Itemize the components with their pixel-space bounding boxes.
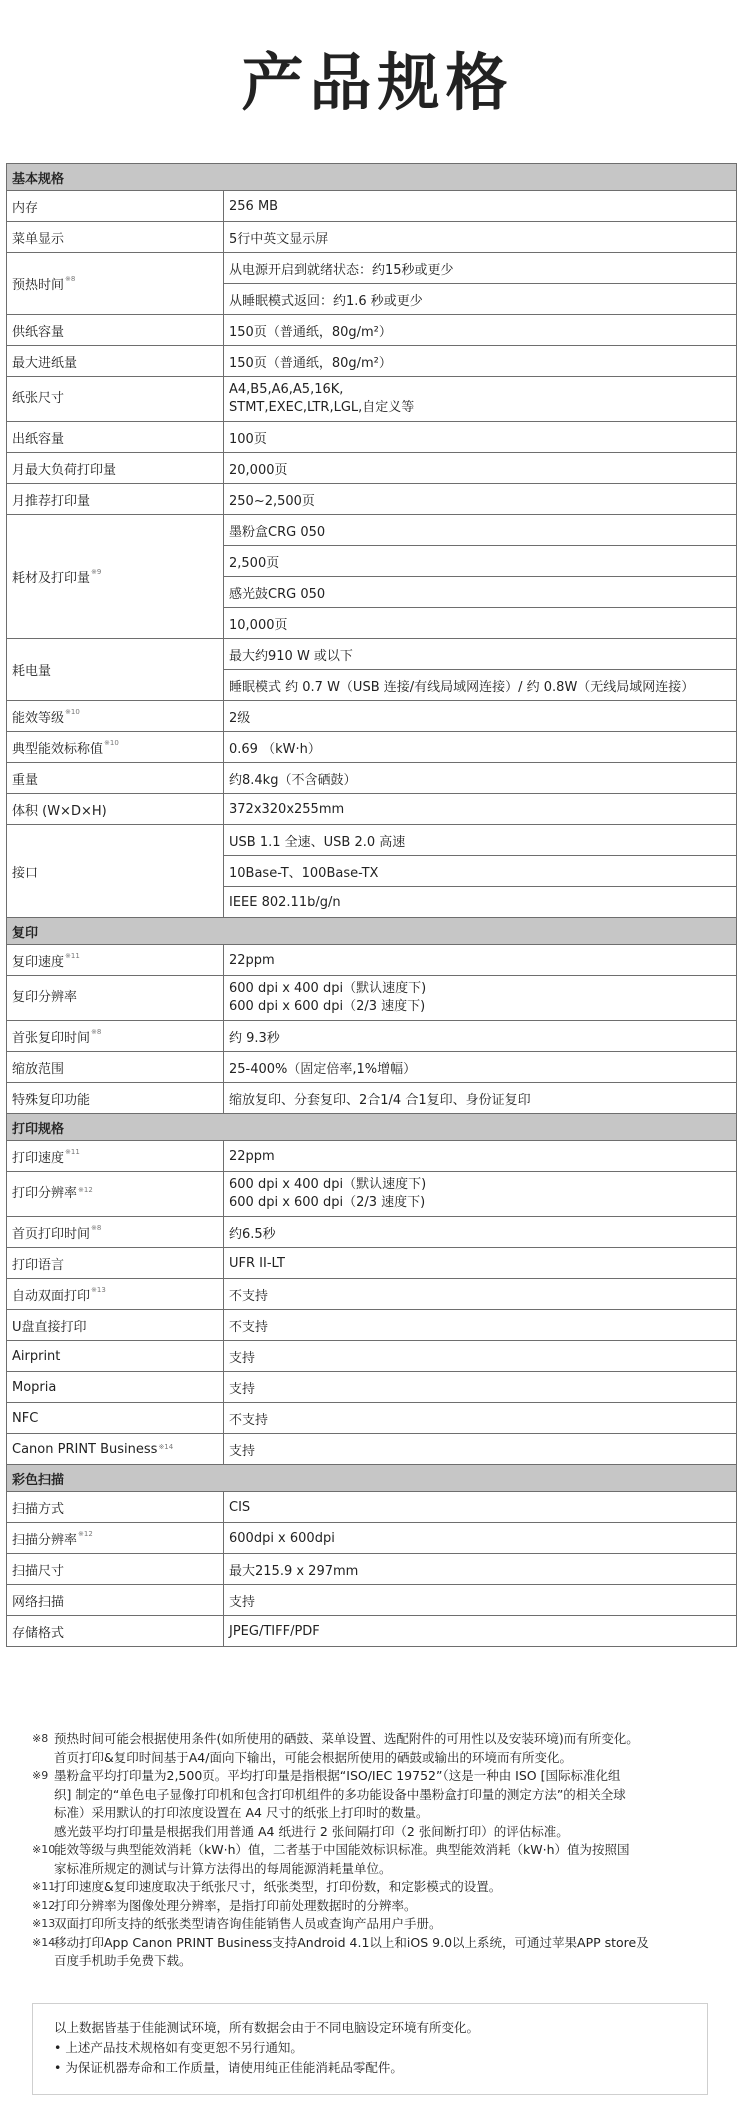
- footnote: [32, 1767, 732, 1841]
- footnote-mark: ※12: [32, 1898, 56, 1912]
- spec-label: [7, 1585, 224, 1616]
- spec-value: 2级: [224, 701, 737, 732]
- footnote-text: 打印分辨率为图像处理分辨率，是指打印前处理数据时的分辨率。: [54, 1897, 417, 1913]
- spec-row: [7, 1310, 737, 1341]
- spec-row: [7, 732, 737, 763]
- spec-label: [7, 1217, 224, 1248]
- spec-row: [7, 315, 737, 346]
- spec-label: [7, 1434, 224, 1465]
- footnote-mark: ※10: [32, 1843, 56, 1856]
- spec-label: [7, 1616, 224, 1647]
- spec-label: [7, 639, 224, 701]
- spec-value: 10Base-T、100Base-TX: [224, 856, 737, 887]
- spec-row: [7, 701, 737, 732]
- footnote-mark: ※8: [32, 1732, 49, 1745]
- spec-value: 墨粉盒CRG 050: [224, 515, 737, 546]
- spec-value: USB 1.1 全速、USB 2.0 高速: [224, 825, 737, 856]
- spec-label-text: 月推荐打印量: [12, 493, 91, 509]
- spec-label: [7, 1492, 224, 1523]
- spec-label: [7, 1141, 224, 1172]
- spec-label-text: 接口: [12, 865, 39, 881]
- spec-row: [7, 1554, 737, 1585]
- spec-label-text: 典型能效标称值: [12, 741, 104, 757]
- disclaimer-line: • 为保证机器寿命和工作质量，请使用纯正佳能消耗品零配件。: [54, 2060, 403, 2075]
- spec-label-text: Airprint: [12, 1348, 61, 1364]
- section-title: 复印: [7, 918, 737, 945]
- section-header: [7, 918, 737, 945]
- spec-value: 372x320x255mm: [224, 794, 737, 825]
- footnote-mark: ※11: [32, 1880, 56, 1893]
- spec-value: 600 dpi x 400 dpi（默认速度下) 600 dpi x 600 dpi（2/3 速度下): [224, 1172, 737, 1217]
- footnote: [32, 1841, 732, 1878]
- spec-label-text: 纸张尺寸: [12, 391, 65, 406]
- spec-label-text: 打印分辨率: [12, 1186, 78, 1201]
- spec-label-text: 菜单显示: [12, 231, 65, 247]
- page-title: 产品规格: [241, 46, 514, 119]
- spec-label-text: 体积 (W×D×H): [12, 803, 107, 819]
- spec-value: 感光鼓CRG 050: [224, 577, 737, 608]
- spec-value: 从睡眠模式返回：约1.6 秒或更少: [224, 284, 737, 315]
- spec-label: [7, 732, 224, 763]
- spec-value: 10,000页: [224, 608, 737, 639]
- spec-label: [7, 1052, 224, 1083]
- spec-value: 不支持: [224, 1279, 737, 1310]
- spec-label: [7, 1172, 224, 1217]
- spec-value: 睡眠模式 约 0.7 W（USB 连接/有线局域网连接）/ 约 0.8W（无线局域网连接）: [224, 670, 737, 701]
- spec-value: A4,B5,A6,A5,16K, STMT,EXEC,LTR,LGL,自定义等: [224, 377, 737, 422]
- spec-label: [7, 825, 224, 918]
- spec-label: [7, 315, 224, 346]
- spec-row: [7, 1523, 737, 1554]
- footnote: [32, 1878, 732, 1897]
- spec-label-text: NFC: [12, 1410, 39, 1426]
- spec-value: 600dpi x 600dpi: [224, 1523, 737, 1554]
- spec-row: [7, 422, 737, 453]
- spec-value: JPEG/TIFF/PDF: [224, 1616, 737, 1647]
- footnote-ref: ※10: [104, 738, 119, 747]
- spec-row: [7, 1172, 737, 1217]
- spec-row: [7, 763, 737, 794]
- spec-row: [7, 1248, 737, 1279]
- spec-label-text: 重量: [12, 772, 39, 788]
- spec-row: [7, 639, 737, 670]
- spec-value: 约8.4kg（不含硒鼓）: [224, 763, 737, 794]
- spec-label: [7, 1403, 224, 1434]
- spec-label-text: 耗材及打印量: [12, 571, 91, 586]
- section-title: 打印规格: [7, 1114, 737, 1141]
- spec-label-text: 复印速度: [12, 954, 65, 970]
- spec-row: [7, 1434, 737, 1465]
- spec-label-text: 月最大负荷打印量: [12, 462, 117, 478]
- spec-value: 支持: [224, 1372, 737, 1403]
- spec-label: [7, 484, 224, 515]
- spec-label: [7, 377, 224, 422]
- disclaimer-line: • 上述产品技术规格如有变更恕不另行通知。: [54, 2040, 303, 2055]
- spec-label: [7, 222, 224, 253]
- spec-row: [7, 1279, 737, 1310]
- spec-value: 600 dpi x 400 dpi（默认速度下) 600 dpi x 600 dpi（2/3 速度下): [224, 976, 737, 1021]
- spec-label-text: 复印分辨率: [12, 990, 78, 1005]
- section-header: [7, 164, 737, 191]
- footnote-ref: ※13: [91, 1285, 106, 1294]
- spec-label: [7, 701, 224, 732]
- spec-label-text: 扫描方式: [12, 1501, 65, 1517]
- footnote-mark: ※13: [32, 1917, 56, 1930]
- footnote-ref: ※8: [91, 1223, 102, 1232]
- footnote-text: 双面打印所支持的纸张类型请咨询佳能销售人员或查询产品用户手册。: [54, 1916, 442, 1931]
- spec-label-text: 网络扫描: [12, 1594, 65, 1610]
- spec-label: [7, 253, 224, 315]
- spec-row: [7, 1616, 737, 1647]
- spec-label-text: 打印速度: [12, 1150, 65, 1166]
- spec-row: [7, 346, 737, 377]
- spec-row: [7, 1341, 737, 1372]
- spec-value: 不支持: [224, 1310, 737, 1341]
- footnote-ref: ※11: [65, 951, 80, 960]
- spec-label-text: 存储格式: [12, 1625, 65, 1641]
- spec-row: [7, 515, 737, 546]
- footnote: [32, 1897, 732, 1916]
- spec-row: [7, 1052, 737, 1083]
- section-title: 基本规格: [7, 164, 737, 191]
- spec-row: [7, 377, 737, 422]
- spec-label: [7, 1310, 224, 1341]
- footnote: [32, 1730, 732, 1767]
- spec-label-text: 扫描尺寸: [12, 1563, 65, 1579]
- spec-row: [7, 976, 737, 1021]
- spec-value: 支持: [224, 1434, 737, 1465]
- footnote-text: 墨粉盒平均打印量为2,500页。平均打印量是指根据“ISO/IEC 19752”（这是一种由 ISO [国际标准化组 织] 制定的“单色电子显像打印机和包含打印机组件的多功能设备中墨粉盒打印量的测定方法”的相关全球 标准）采用默认的打印浓度设置在 A4 尺寸的纸张上打印时的数量。 感光鼓平均打印量是根据我们用普通 A4 纸进行 2 张间隔打印（2 张间断打印）的评估标准。: [54, 1768, 626, 1839]
- footnote: [32, 1934, 732, 1971]
- footnote-text: 打印速度&复印速度取决于纸张尺寸，纸张类型，打印份数，和定影模式的设置。: [54, 1879, 502, 1894]
- spec-row: [7, 1372, 737, 1403]
- spec-label-text: Mopria: [12, 1379, 57, 1395]
- spec-label: [7, 1341, 224, 1372]
- footnote-mark: ※14: [32, 1935, 56, 1949]
- spec-value: 22ppm: [224, 945, 737, 976]
- footnotes: [32, 1730, 732, 1971]
- spec-label: [7, 945, 224, 976]
- spec-row: [7, 1217, 737, 1248]
- spec-label-text: 出纸容量: [12, 431, 65, 447]
- footnote-ref: ※8: [91, 1027, 102, 1036]
- spec-label: [7, 1279, 224, 1310]
- spec-label: [7, 453, 224, 484]
- spec-value: 100页: [224, 422, 737, 453]
- spec-value: 5行中英文显示屏: [224, 222, 737, 253]
- spec-label-text: 缩放范围: [12, 1061, 65, 1077]
- spec-row: [7, 945, 737, 976]
- spec-label: [7, 515, 224, 639]
- spec-row: [7, 1585, 737, 1616]
- spec-value: 最大约910 W 或以下: [224, 639, 737, 670]
- disclaimer-box: [32, 2003, 708, 2095]
- spec-label: [7, 1554, 224, 1585]
- spec-label-text: 首张复印时间: [12, 1030, 91, 1046]
- section-header: [7, 1465, 737, 1492]
- spec-label-text: 能效等级: [12, 710, 65, 726]
- spec-label-text: U盘直接打印: [12, 1319, 87, 1335]
- footnote-mark: ※9: [32, 1769, 49, 1782]
- spec-value: 缩放复印、分套复印、2合1/4 合1复印、身份证复印: [224, 1083, 737, 1114]
- spec-label: [7, 346, 224, 377]
- spec-row: [7, 1021, 737, 1052]
- spec-row: [7, 1403, 737, 1434]
- footnote-ref: ※12: [78, 1186, 93, 1194]
- spec-label: [7, 794, 224, 825]
- spec-value: 0.69 （kW·h）: [224, 732, 737, 763]
- spec-label-text: 内存: [12, 200, 39, 216]
- spec-value: CIS: [224, 1492, 737, 1523]
- spec-label: [7, 191, 224, 222]
- spec-value: 22ppm: [224, 1141, 737, 1172]
- spec-label-text: 扫描分辨率: [12, 1532, 78, 1548]
- spec-value: 最大215.9 x 297mm: [224, 1554, 737, 1585]
- spec-row: [7, 1083, 737, 1114]
- footnote-text: 预热时间可能会根据使用条件(如所使用的硒鼓、菜单设置、选配附件的可用性以及安装环境)而有所变化。 首页打印&复印时间基于A4/面向下输出，可能会根据所使用的硒鼓或输出的环境而有所变化。: [54, 1731, 639, 1765]
- spec-value: 从电源开启到就绪状态：约15秒或更少: [224, 253, 737, 284]
- footnote-ref: ※9: [91, 568, 102, 576]
- footnote-ref: ※12: [78, 1529, 93, 1538]
- spec-label: [7, 1523, 224, 1554]
- spec-value: 256 MB: [224, 191, 737, 222]
- spec-row: [7, 484, 737, 515]
- spec-value: 支持: [224, 1585, 737, 1616]
- disclaimer-line: 以上数据皆基于佳能测试环境，所有数据会由于不同电脑设定环境有所变化。: [54, 2020, 480, 2035]
- footnote: [32, 1915, 732, 1934]
- spec-label-text: 最大进纸量: [12, 355, 78, 371]
- spec-row: [7, 825, 737, 856]
- spec-label: [7, 763, 224, 794]
- spec-label: [7, 1248, 224, 1279]
- spec-label: [7, 422, 224, 453]
- spec-value: 150页（普通纸，80g/m²）: [224, 315, 737, 346]
- spec-label-text: 首页打印时间: [12, 1226, 91, 1242]
- spec-value: 20,000页: [224, 453, 737, 484]
- spec-value: 不支持: [224, 1403, 737, 1434]
- section-title: 彩色扫描: [7, 1465, 737, 1492]
- spec-row: [7, 453, 737, 484]
- spec-value: 约6.5秒: [224, 1217, 737, 1248]
- spec-table: [6, 163, 737, 1647]
- spec-value: 150页（普通纸，80g/m²）: [224, 346, 737, 377]
- spec-row: [7, 1492, 737, 1523]
- footnote-ref: ※14: [158, 1442, 174, 1451]
- spec-row: [7, 253, 737, 284]
- spec-label-text: Canon PRINT Business: [12, 1441, 158, 1457]
- spec-label-text: 打印语言: [12, 1257, 65, 1273]
- spec-value: 2,500页: [224, 546, 737, 577]
- spec-value: 支持: [224, 1341, 737, 1372]
- spec-label: [7, 976, 224, 1021]
- spec-label-text: 特殊复印功能: [12, 1092, 91, 1108]
- spec-label: [7, 1021, 224, 1052]
- section-header: [7, 1114, 737, 1141]
- spec-row: [7, 1141, 737, 1172]
- spec-row: [7, 191, 737, 222]
- footnote-ref: ※10: [65, 707, 80, 716]
- footnote-text: 移动打印App Canon PRINT Business支持Android 4.1以上和iOS 9.0以上系统，可通过苹果APP store及 百度手机助手免费下载。: [54, 1934, 649, 1968]
- footnote-ref: ※11: [65, 1147, 80, 1156]
- spec-label-text: 自动双面打印: [12, 1288, 91, 1304]
- spec-label: [7, 1083, 224, 1114]
- spec-value: 25-400%（固定倍率,1%增幅）: [224, 1052, 737, 1083]
- spec-value: IEEE 802.11b/g/n: [224, 887, 737, 918]
- spec-value: UFR II-LT: [224, 1248, 737, 1279]
- footnote-text: 能效等级与典型能效消耗（kW·h）值，二者基于中国能效标识标准。典型能效消耗（kW·h）值为按照国 家标准所规定的测试与计算方法得出的每周能源消耗量单位。: [54, 1842, 630, 1876]
- spec-row: [7, 794, 737, 825]
- spec-label-text: 预热时间: [12, 278, 65, 293]
- spec-row: [7, 222, 737, 253]
- footnote-ref: ※8: [65, 275, 76, 283]
- spec-label-text: 耗电量: [12, 664, 52, 679]
- spec-value: 250~2,500页: [224, 484, 737, 515]
- spec-label: [7, 1372, 224, 1403]
- spec-value: 约 9.3秒: [224, 1021, 737, 1052]
- spec-label-text: 供纸容量: [12, 324, 65, 340]
